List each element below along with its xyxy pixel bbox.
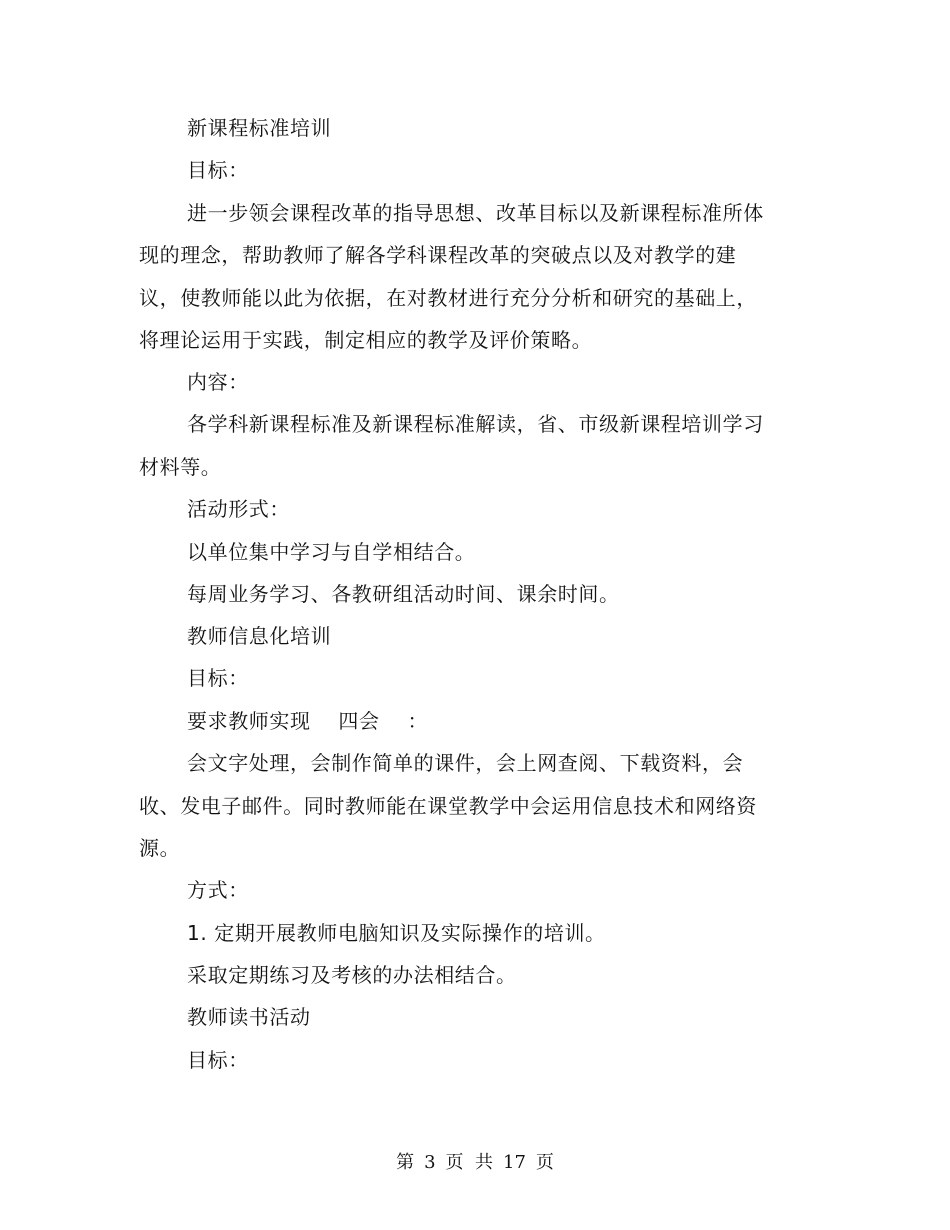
- paragraph-line: 现的理念，帮助教师了解各学科课程改革的突破点以及对教学的建: [139, 243, 737, 267]
- section-heading-informatization: 教师信息化培训: [187, 624, 332, 648]
- label-goal: 目标：: [187, 158, 249, 182]
- total-pages-number: 17: [503, 1152, 526, 1173]
- label-goal: 目标：: [187, 1048, 249, 1072]
- paragraph-line: 收、发电子邮件。同时教师能在课堂教学中会运用信息技术和网络资: [139, 794, 757, 818]
- page-label-prefix: 第: [396, 1152, 415, 1173]
- current-page-number: 3: [424, 1152, 436, 1173]
- paragraph-line: 议，使教师能以此为依据，在对教材进行充分分析和研究的基础上，: [139, 286, 757, 310]
- paragraph-line: 采取定期练习及考核的办法相结合。: [187, 963, 517, 987]
- section-heading-reading: 教师读书活动: [187, 1005, 311, 1029]
- paragraph-line: 各学科新课程标准及新课程标准解读，省、市级新课程培训学习: [187, 412, 764, 436]
- section-heading-new-curriculum: 新课程标准培训: [187, 116, 332, 140]
- page-label-mid: 页 共: [445, 1152, 493, 1173]
- paragraph-line: 每周业务学习、各教研组活动时间、课余时间。: [187, 582, 620, 606]
- paragraph-line: 以单位集中学习与自学相结合。: [187, 540, 476, 564]
- label-activity-form: 活动形式：: [187, 497, 290, 521]
- paragraph-line: 将理论运用于实践，制定相应的教学及评价策略。: [139, 328, 593, 352]
- page-footer: [0, 1152, 950, 1174]
- label-method: 方式：: [187, 878, 249, 902]
- label-goal: 目标：: [187, 666, 249, 690]
- paragraph-line: 源。: [139, 836, 181, 860]
- label-content: 内容：: [187, 370, 249, 394]
- list-item: 1. 定期开展教师电脑知识及实际操作的培训。: [187, 921, 606, 945]
- paragraph-line: 进一步领会课程改革的指导思想、改革目标以及新课程标准所体: [187, 201, 764, 225]
- paragraph-line: 材料等。: [139, 455, 222, 479]
- page-label-suffix: 页: [535, 1152, 554, 1173]
- paragraph-line: 要求教师实现 四会 ：: [187, 709, 429, 733]
- paragraph-line: 会文字处理，会制作简单的课件，会上网查阅、下载资料，会: [187, 751, 744, 775]
